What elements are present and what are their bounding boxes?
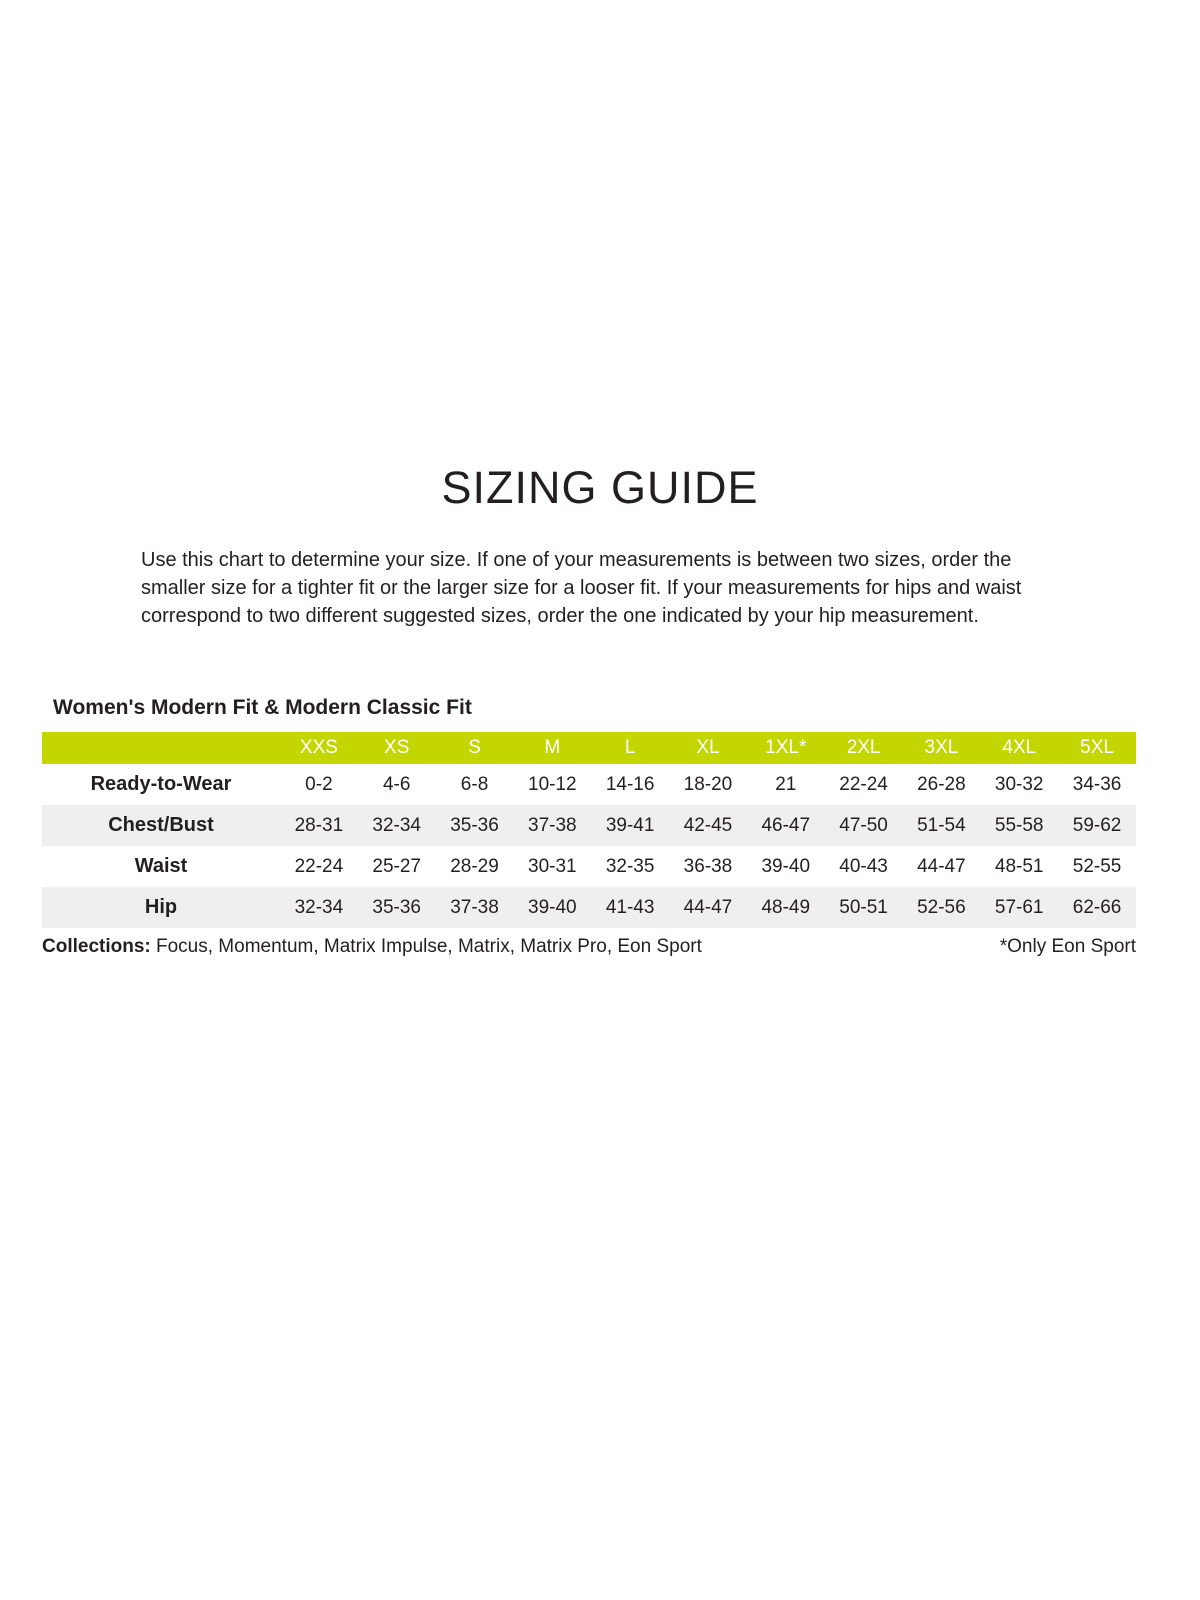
table-row <box>42 764 1136 805</box>
size-column-header: L <box>591 732 669 764</box>
size-cell: 4-6 <box>382 773 411 795</box>
size-column-header: 4XL <box>980 732 1058 764</box>
collections-note <box>42 936 702 958</box>
size-cell: 52-55 <box>1072 855 1122 877</box>
size-column-header: 5XL <box>1058 732 1136 764</box>
size-cell: 6-8 <box>460 773 489 795</box>
row-label: Ready-to-Wear <box>90 773 232 795</box>
size-column-header: XL <box>669 732 747 764</box>
size-column-header: 1XL* <box>747 732 825 764</box>
table-row <box>42 887 1136 928</box>
size-cell: 10-12 <box>528 773 577 795</box>
size-cell: 57-61 <box>994 896 1044 918</box>
table-row <box>42 805 1136 846</box>
size-column-header: XS <box>358 732 436 764</box>
size-cell: 42-45 <box>683 814 733 836</box>
size-column-header: M <box>513 732 591 764</box>
collections-list: Focus, Momentum, Matrix Impulse, Matrix, Matrix Pro, Eon Sport <box>150 936 702 957</box>
size-cell: 35-36 <box>372 896 422 918</box>
footnote: *Only Eon Sport <box>999 936 1136 957</box>
size-cell: 39-40 <box>528 896 577 918</box>
size-cell: 55-58 <box>994 814 1044 836</box>
row-label: Chest/Bust <box>108 814 214 836</box>
size-cell: 32-35 <box>605 855 655 877</box>
size-cell: 28-29 <box>450 855 499 877</box>
row-label: Waist <box>134 855 188 877</box>
size-cell: 34-36 <box>1072 773 1122 795</box>
size-cell: 62-66 <box>1072 896 1122 918</box>
size-cell: 32-34 <box>372 814 422 836</box>
size-cell: 32-34 <box>294 896 344 918</box>
size-cell: 39-41 <box>605 814 655 836</box>
size-cell: 50-51 <box>839 896 888 918</box>
size-cell: 48-49 <box>761 896 811 918</box>
page-title: SIZING GUIDE <box>441 462 759 513</box>
size-table-header-row <box>42 732 1136 764</box>
size-cell: 30-32 <box>994 773 1044 795</box>
size-cell: 18-20 <box>683 773 733 795</box>
size-cell: 22-24 <box>294 855 344 877</box>
section-title: Women's Modern Fit & Modern Classic Fit <box>53 696 472 719</box>
size-cell: 35-36 <box>450 814 499 836</box>
size-cell: 40-43 <box>839 855 888 877</box>
size-cell: 0-2 <box>305 773 333 795</box>
size-cell: 26-28 <box>917 773 966 795</box>
size-column-header: 2XL <box>825 732 903 764</box>
size-cell: 22-24 <box>839 773 888 795</box>
size-column-header: 3XL <box>903 732 981 764</box>
size-table-body <box>42 764 1136 928</box>
size-cell: 28-31 <box>294 814 344 836</box>
size-cell: 48-51 <box>994 855 1044 877</box>
size-cell: 30-31 <box>528 855 577 877</box>
size-cell: 41-43 <box>605 896 655 918</box>
size-cell: 37-38 <box>450 896 499 918</box>
size-cell: 36-38 <box>683 855 733 877</box>
table-footer <box>42 936 1136 958</box>
collections-label: Collections: <box>42 936 151 957</box>
size-column-header: XXS <box>280 732 358 764</box>
size-cell: 59-62 <box>1072 814 1122 836</box>
size-cell: 47-50 <box>839 814 888 836</box>
size-cell: 37-38 <box>528 814 577 836</box>
size-cell: 51-54 <box>917 814 966 836</box>
size-table <box>42 732 1136 928</box>
corner-cell <box>42 732 280 764</box>
size-cell: 44-47 <box>917 855 966 877</box>
intro-paragraph: Use this chart to determine your size. If one of your measurements is between two sizes, order the smaller size for a tighter fit or the larger size for a looser fit. If your measurements for hips and waist correspond to two different suggested sizes, order the one indicated by your hip measurement. <box>141 549 1022 627</box>
size-cell: 44-47 <box>683 896 733 918</box>
size-cell: 25-27 <box>372 855 422 877</box>
table-row <box>42 846 1136 887</box>
size-cell: 46-47 <box>761 814 811 836</box>
size-cell: 39-40 <box>761 855 811 877</box>
row-label: Hip <box>144 896 178 918</box>
size-cell: 52-56 <box>917 896 966 918</box>
size-cell: 21 <box>775 773 797 795</box>
size-column-header: S <box>436 732 514 764</box>
size-cell: 14-16 <box>605 773 655 795</box>
